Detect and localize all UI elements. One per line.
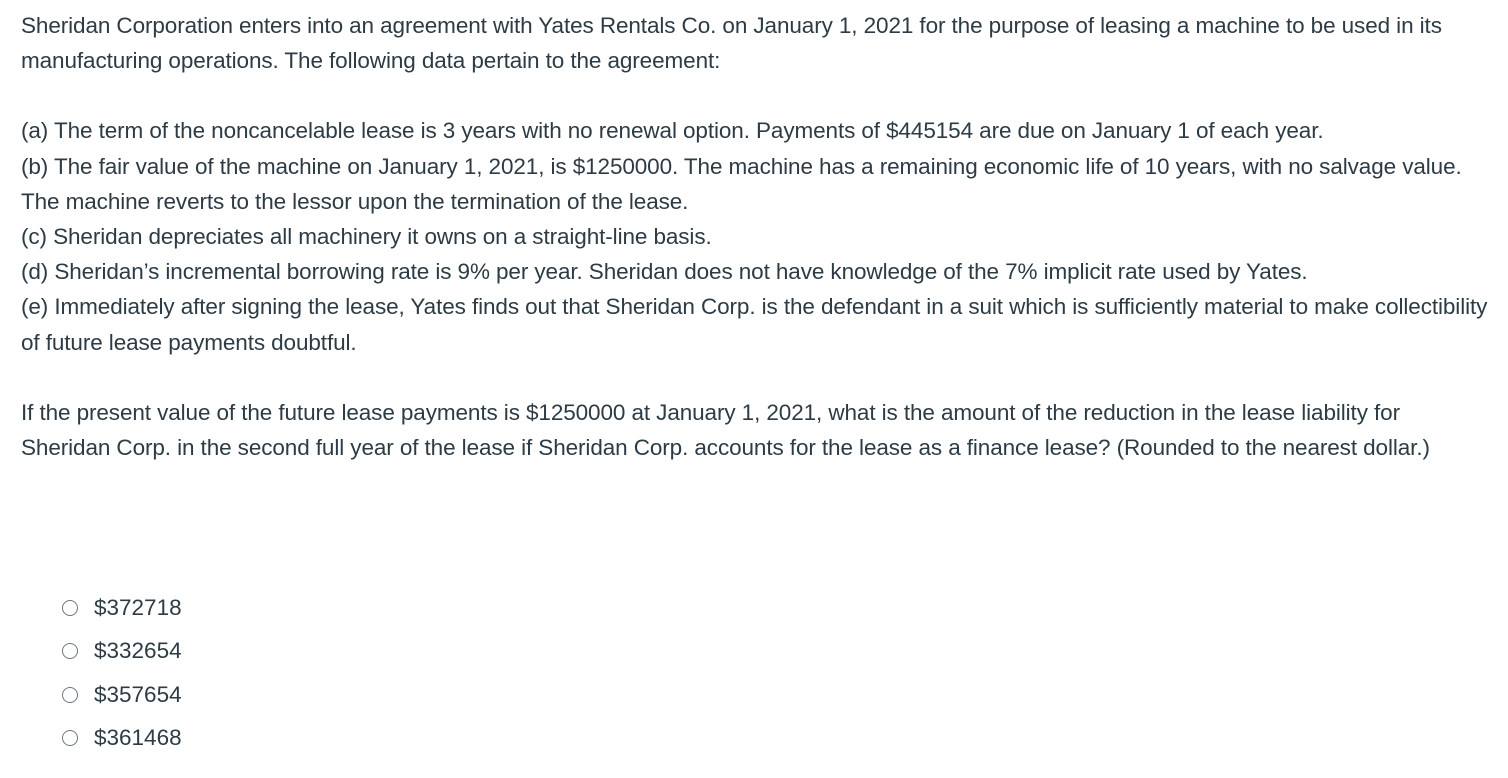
answer-option[interactable] [60, 717, 460, 761]
question-conditions [21, 113, 1491, 359]
radio-button[interactable] [62, 600, 78, 616]
condition-c: (c) Sheridan depreciates all machinery it owns on a straight-line basis. [21, 224, 712, 250]
condition-e: (e) Immediately after signing the lease, Yates finds out that Sheridan Corp. is the defendant in a suit which is sufficiently material to make collectibility of future lease payments doubtful. [21, 294, 1488, 355]
answer-label: $357654 [94, 681, 182, 707]
answer-option[interactable] [60, 586, 460, 630]
question-intro: Sheridan Corporation enters into an agreement with Yates Rentals Co. on January 1, 2021 for the purpose of leasing a machine to be used in its manufacturing operations. The following data pertain to the agreement: [21, 13, 1442, 74]
question-body [21, 8, 1491, 465]
answer-option[interactable] [60, 673, 460, 717]
answer-label: $361468 [94, 725, 182, 751]
radio-button[interactable] [62, 730, 78, 746]
answer-label: $332654 [94, 638, 182, 664]
condition-b: (b) The fair value of the machine on January 1, 2021, is $1250000. The machine has a remaining economic life of 10 years, with no salvage value. The machine reverts to the lessor upon the termination of the lease. [21, 153, 1462, 214]
question-prompt: If the present value of the future lease payments is $1250000 at January 1, 2021, what is the amount of the reduction in the lease liability for Sheridan Corp. in the second full year of the lease if Sheridan Corp. accounts for the lease as a finance lease? (Rounded to the nearest dollar.) [21, 399, 1430, 461]
condition-a: (a) The term of the noncancelable lease is 3 years with no renewal option. Payments of $445154 are due on January 1 of each year. [21, 118, 1324, 144]
answer-label: $372718 [94, 594, 182, 620]
answer-options [60, 586, 460, 760]
radio-button[interactable] [62, 643, 78, 659]
answer-option[interactable] [60, 630, 460, 674]
radio-button[interactable] [62, 687, 78, 703]
condition-d: (d) Sheridan’s incremental borrowing rate is 9% per year. Sheridan does not have knowledge of the 7% implicit rate used by Yates. [21, 259, 1308, 285]
